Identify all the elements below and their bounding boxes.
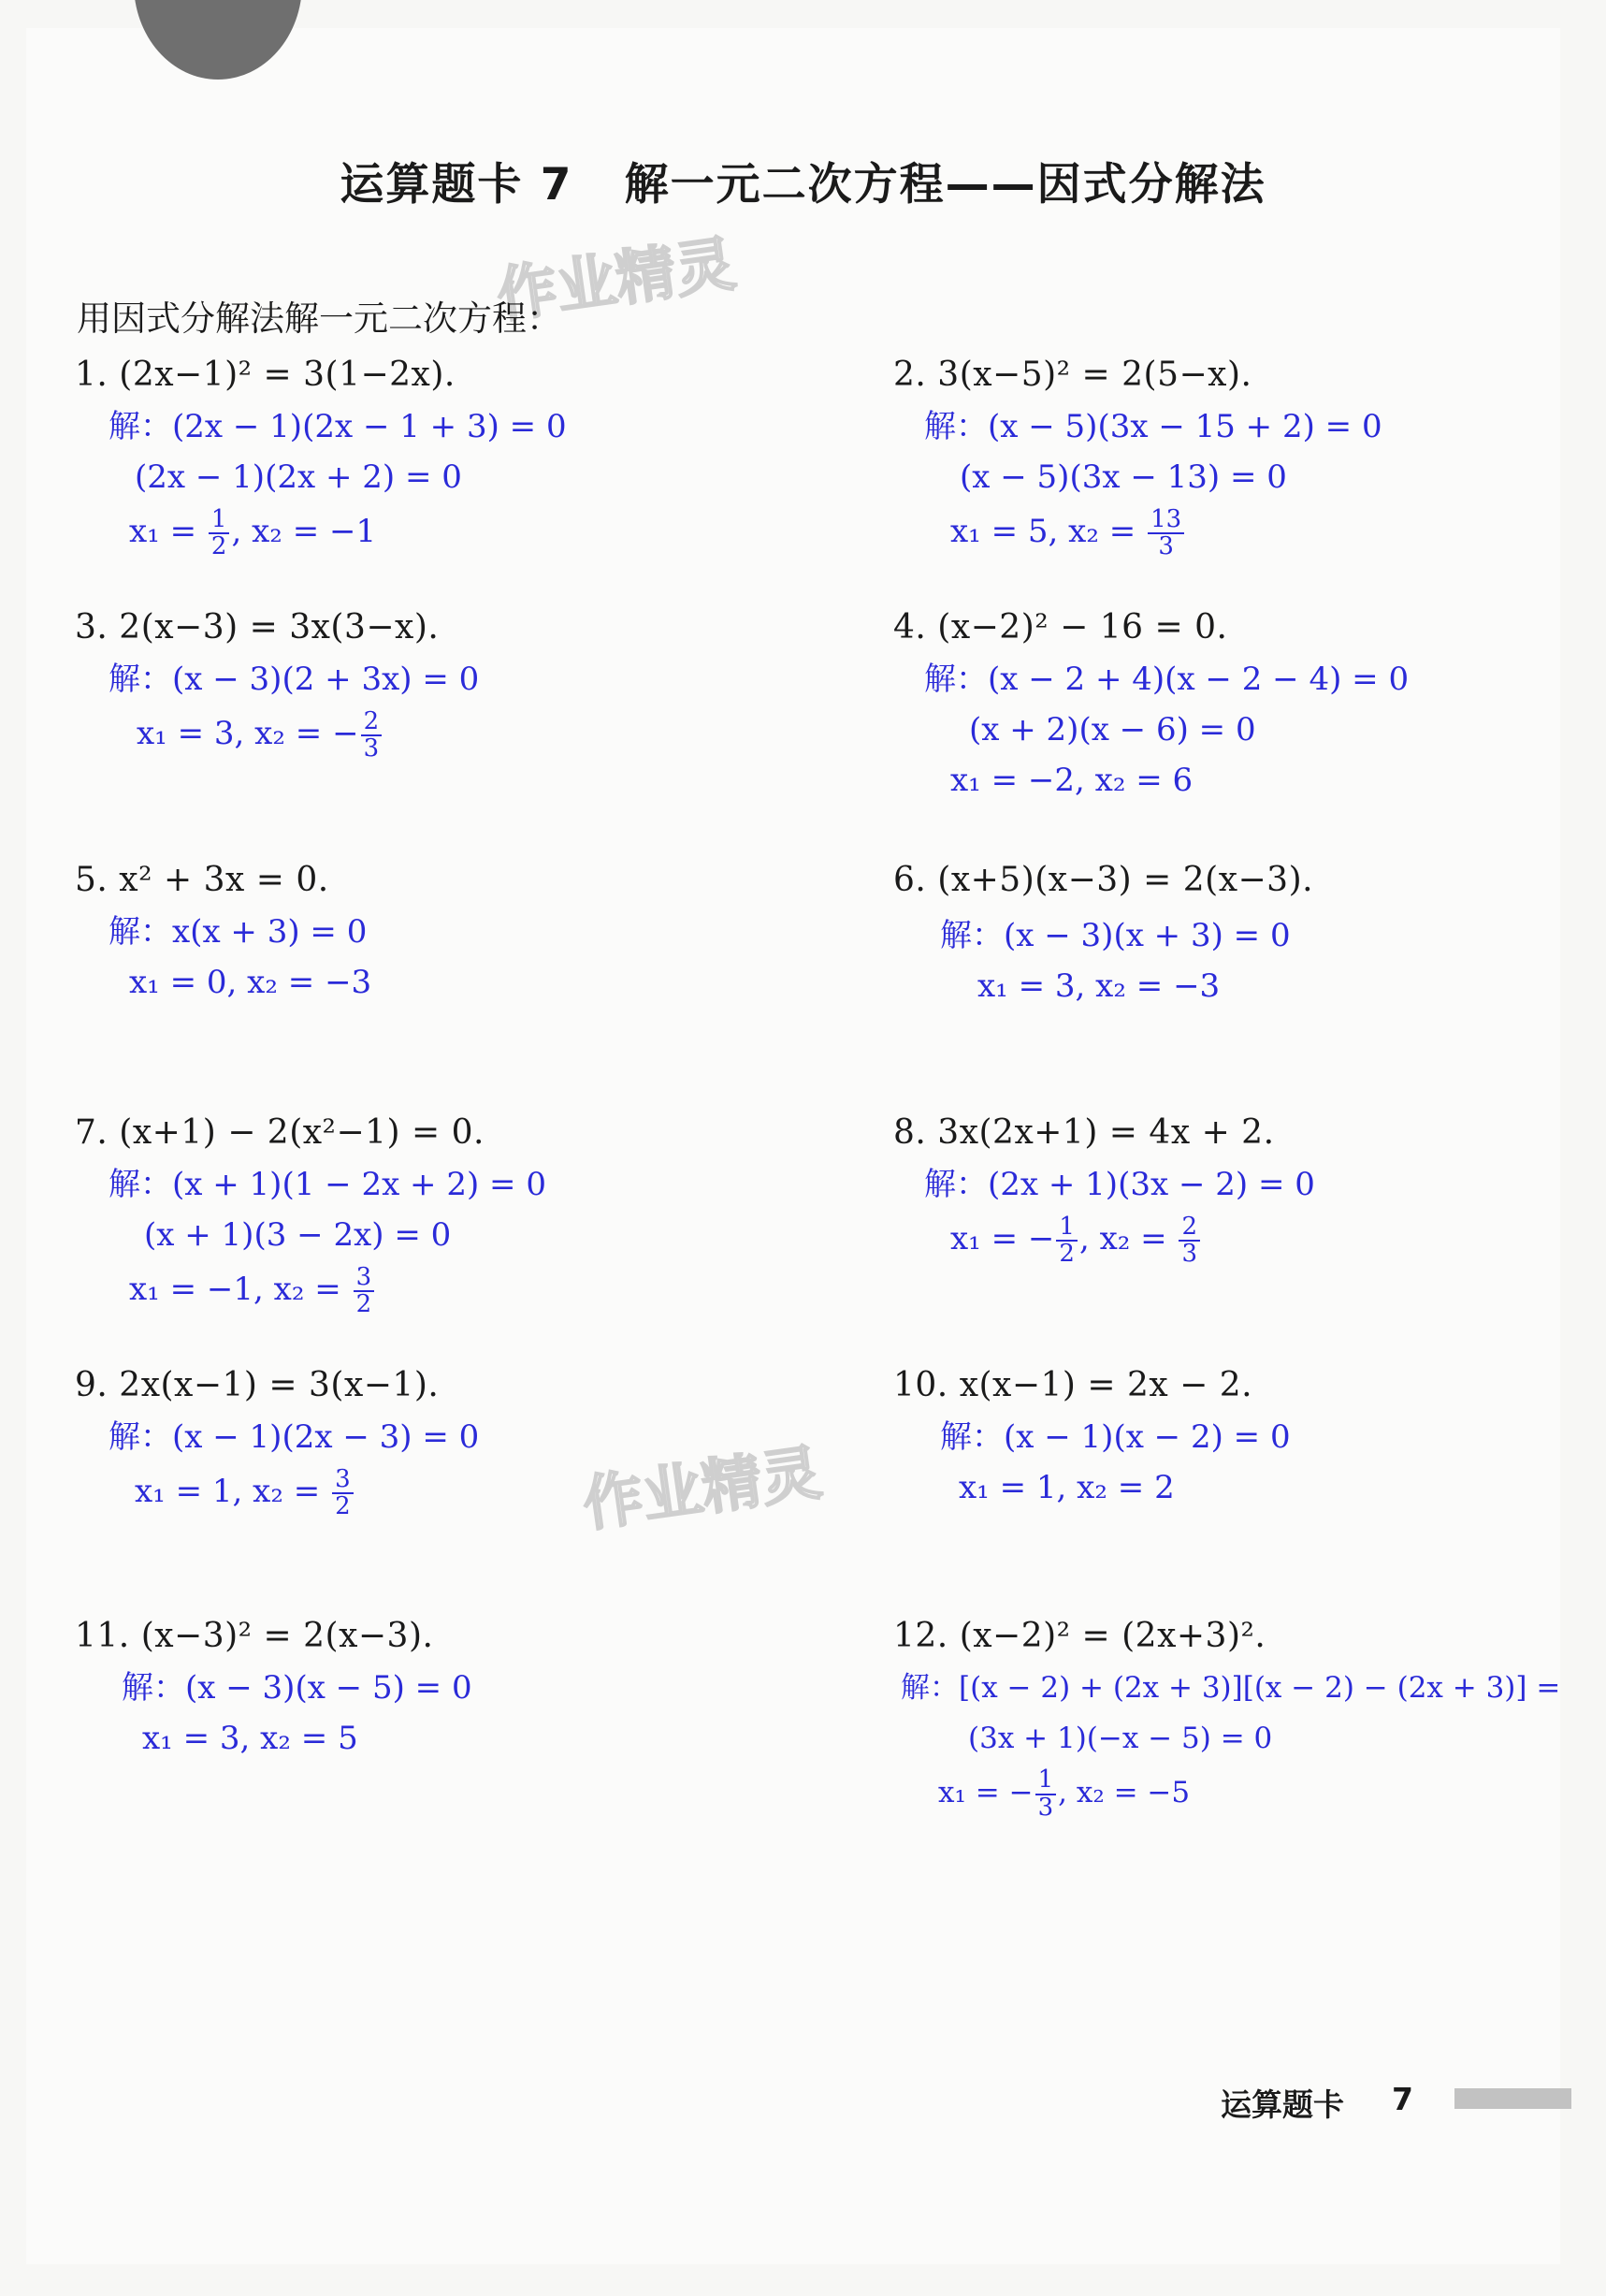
solution-9 [109,1412,479,1520]
solution-5 [109,907,372,1008]
fraction [1056,1214,1078,1268]
problem-5 [75,861,372,1008]
solution-2 [924,401,1382,560]
fraction [361,706,383,763]
fraction [1179,1214,1200,1268]
denominator: 2 [335,1492,351,1520]
roots-line [129,502,587,560]
roots-line [950,1210,1341,1268]
watermark: 作业精灵 [578,1438,826,1541]
denominator: 3 [1181,1240,1198,1268]
solution-line: 解：(x − 5)(3x − 15 + 2) = 0 [924,408,1382,445]
question-8: 8. 3x(2x+1) = 4x + 2. [893,1113,1275,1152]
question-12: 12. (x−2)² = (2x+3)². [893,1617,1266,1655]
watermark: 作业精灵 [492,229,740,332]
solution-line: 解：(2x + 1)(3x − 2) = 0 [924,1166,1315,1203]
denominator: 3 [363,734,380,763]
fraction [1035,1767,1057,1821]
solution-line: 解：(x − 1)(2x − 3) = 0 [109,1418,480,1456]
problem-8 [893,1113,1315,1268]
roots-line [137,705,507,763]
roots-line [135,1462,505,1520]
solution-line: (x − 5)(3x − 13) = 0 [960,458,1287,496]
question-10: 10. x(x−1) = 2x − 2. [893,1366,1253,1404]
question-2: 2. 3(x−5)² = 2(5−x). [893,356,1252,394]
numerator: 2 [361,709,383,736]
denominator: 2 [1059,1240,1075,1268]
fraction [209,504,230,560]
footer-bar [1454,2088,1571,2109]
roots-mid: , x₂ = [1078,1220,1178,1257]
solution-line: (x + 1)(3 − 2x) = 0 [144,1216,452,1254]
problem-12 [893,1617,1561,1822]
solution-4 [924,654,1409,806]
fraction [354,1262,375,1318]
fraction [332,1464,354,1520]
problem-3 [75,608,480,763]
solution-line: 解：(x − 3)(x + 3) = 0 [940,917,1291,954]
instruction-text: 用因式分解法解一元二次方程： [77,298,561,339]
roots-rest: , x₂ = −5 [1058,1776,1191,1809]
question-4: 4. (x−2)² − 16 = 0. [893,608,1228,647]
roots-prefix: x₁ = −1, x₂ = [129,1271,352,1308]
roots-prefix: x₁ = [129,513,207,550]
problem-2 [893,356,1382,560]
roots-line [129,1260,567,1318]
numerator: 1 [1056,1214,1078,1242]
fraction [1148,504,1184,560]
solution-1 [109,401,567,560]
problem-9 [75,1366,480,1520]
problem-1 [75,356,567,560]
solution-6 [940,910,1360,1011]
solution-line: (3x + 1)(−x − 5) = 0 [968,1722,1273,1755]
solution-line: 解：(x + 1)(1 − 2x + 2) = 0 [109,1166,546,1203]
roots-line: x₁ = −2, x₂ = 6 [950,762,1194,799]
solution-line: (2x − 1)(2x + 2) = 0 [135,458,462,496]
problem-10 [893,1366,1291,1513]
solution-line: (x + 2)(x − 6) = 0 [969,711,1256,748]
footer-label: 运算题卡 [1221,2086,1344,2123]
solution-10 [940,1412,1299,1513]
roots-prefix: x₁ = 3, x₂ = − [137,715,359,752]
numerator: 1 [209,507,230,534]
solution-line: 解：x(x + 3) = 0 [109,913,368,951]
roots-prefix: x₁ = − [950,1220,1055,1257]
roots-rest: , x₂ = −1 [231,513,377,550]
solution-line: 解：(x − 2 + 4)(x − 2 − 4) = 0 [924,661,1410,698]
solution-line: 解：(2x − 1)(2x − 1 + 3) = 0 [109,408,567,445]
question-6: 6. (x+5)(x−3) = 2(x−3). [893,861,1314,899]
solution-line: 解：(x − 3)(x − 5) = 0 [122,1669,472,1707]
numerator: 2 [1179,1214,1200,1242]
page-number: 7 [1392,2081,1413,2117]
problem-11 [75,1617,472,1764]
denominator: 3 [1037,1793,1054,1822]
roots-prefix: x₁ = − [938,1776,1034,1809]
question-5: 5. x² + 3x = 0. [75,861,329,899]
problem-7 [75,1113,546,1318]
numerator: 3 [354,1265,375,1292]
problem-4 [893,608,1410,806]
denominator: 3 [1158,532,1174,560]
roots-line: x₁ = 3, x₂ = 5 [142,1720,358,1757]
problem-6 [893,861,1313,1011]
question-9: 9. 2x(x−1) = 3(x−1). [75,1366,440,1404]
question-11: 11. (x−3)² = 2(x−3). [75,1617,434,1655]
solution-3 [109,654,479,763]
denominator: 2 [355,1290,372,1318]
roots-line [950,502,1409,560]
question-3: 3. 2(x−3) = 3x(3−x). [75,608,440,647]
solution-8 [924,1159,1315,1268]
solution-line: 解：(x − 3)(2 + 3x) = 0 [109,661,480,698]
numerator: 3 [332,1467,354,1494]
solution-line: 解：[(x − 2) + (2x + 3)][(x − 2) − (2x + 3)] = [901,1671,1561,1705]
roots-line: x₁ = 0, x₂ = −3 [129,964,372,1001]
roots-prefix: x₁ = 5, x₂ = [950,513,1147,550]
question-1: 1. (2x−1)² = 3(1−2x). [75,356,456,394]
page-title: 运算题卡 7 解一元二次方程——因式分解法 [340,159,1266,211]
numerator: 1 [1035,1767,1057,1795]
solution-7 [109,1159,546,1318]
solution-11 [122,1663,480,1764]
roots-line [938,1764,1598,1822]
roots-line: x₁ = 1, x₂ = 2 [959,1469,1175,1506]
solution-12 [901,1663,1560,1822]
corner-decoration [134,0,302,80]
denominator: 2 [210,532,227,560]
roots-line: x₁ = 3, x₂ = −3 [977,967,1221,1005]
question-7: 7. (x+1) − 2(x²−1) = 0. [75,1113,485,1152]
solution-line: 解：(x − 1)(x − 2) = 0 [940,1418,1291,1456]
numerator: 13 [1148,507,1184,534]
roots-prefix: x₁ = 1, x₂ = [135,1473,331,1510]
